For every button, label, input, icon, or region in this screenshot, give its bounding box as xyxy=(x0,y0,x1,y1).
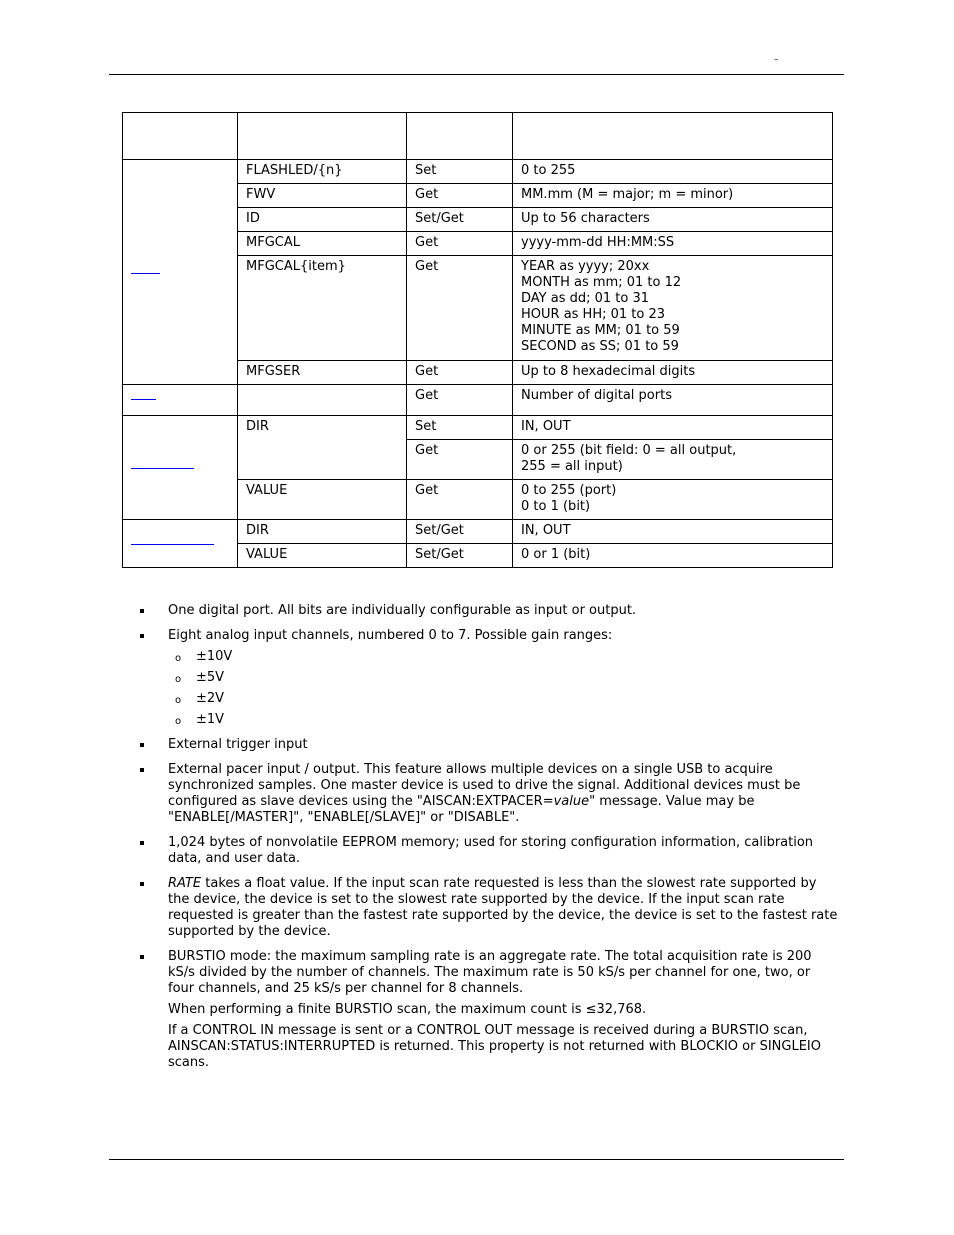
circle-bullet-icon: o xyxy=(175,653,182,664)
values-cell: Number of digital ports xyxy=(513,385,833,416)
list-item: o ±1V xyxy=(168,712,840,728)
group-link-dio-port[interactable] xyxy=(123,416,238,520)
bullet-icon xyxy=(140,768,144,772)
link-underline[interactable] xyxy=(131,544,214,545)
values-cell: 0 to 255 (port) 0 to 1 (bit) xyxy=(513,480,833,520)
header-cell xyxy=(513,113,833,160)
list-item: 1,024 bytes of nonvolatile EEPROM memory; used for storing configuration information, calibration data, and user data. xyxy=(140,835,840,867)
table-header-row xyxy=(123,113,833,160)
group-link-dev[interactable] xyxy=(123,160,238,385)
header-rule xyxy=(109,74,844,75)
access-cell: Get xyxy=(407,256,513,361)
list-item: Eight analog input channels, numbered 0 to 7. Possible gain ranges: o ±10V o ±5V o ±2V o ±1V xyxy=(140,628,840,728)
bullet-icon xyxy=(140,743,144,747)
values-cell: MM.mm (M = major; m = minor) xyxy=(513,184,833,208)
header-cell xyxy=(123,113,238,160)
values-cell: 0 or 1 (bit) xyxy=(513,544,833,568)
values-cell: YEAR as yyyy; 20xx MONTH as mm; 01 to 12 DAY as dd; 01 to 31 HOUR as HH; 01 to 23 MINUTE as MM; 01 to 59 SECOND as SS; 01 to 59 xyxy=(513,256,833,361)
group-link-dio-bit[interactable] xyxy=(123,520,238,568)
circle-bullet-icon: o xyxy=(175,716,182,727)
access-cell: Get xyxy=(407,385,513,416)
access-cell: Set xyxy=(407,416,513,440)
property-cell: FLASHLED/{n} xyxy=(238,160,407,184)
link-underline[interactable] xyxy=(131,273,160,274)
list-item: o ±10V xyxy=(168,649,840,665)
link-underline[interactable] xyxy=(131,468,194,469)
access-cell: Set xyxy=(407,160,513,184)
bullet-icon xyxy=(140,955,144,959)
property-cell: MFGSER xyxy=(238,361,407,385)
table-row xyxy=(123,416,833,440)
header-cell xyxy=(238,113,407,160)
access-cell: Get xyxy=(407,440,513,480)
access-cell: Set/Get xyxy=(407,520,513,544)
table-row xyxy=(123,385,833,416)
access-cell: Get xyxy=(407,480,513,520)
property-cell: MFGCAL xyxy=(238,232,407,256)
list-item: External pacer input / output. This feature allows multiple devices on a single USB to acquire synchronized samples. One master device is used to drive the signal. Additional devices must be configured as slave devices using the "AISCAN:EXTPACER=value" message. Value may be "ENABLE[/MASTER]", "ENABLE[/SLAVE]" or "DISABLE". xyxy=(140,762,840,826)
bullet-icon xyxy=(140,609,144,613)
notes-list xyxy=(140,603,840,1080)
access-cell: Get xyxy=(407,361,513,385)
list-item: One digital port. All bits are individually configurable as input or output. xyxy=(140,603,840,619)
header-mark: – xyxy=(774,55,779,65)
access-cell: Set/Get xyxy=(407,208,513,232)
values-cell: Up to 8 hexadecimal digits xyxy=(513,361,833,385)
property-cell xyxy=(238,385,407,416)
values-cell: 0 to 255 xyxy=(513,160,833,184)
list-item: External trigger input xyxy=(140,737,840,753)
footer-rule xyxy=(109,1159,844,1160)
values-cell: Up to 56 characters xyxy=(513,208,833,232)
circle-bullet-icon: o xyxy=(175,695,182,706)
property-cell: VALUE xyxy=(238,544,407,568)
property-cell: VALUE xyxy=(238,480,407,520)
property-cell: ID xyxy=(238,208,407,232)
link-underline[interactable] xyxy=(131,399,156,400)
gain-range-list xyxy=(168,649,840,728)
property-cell: MFGCAL{item} xyxy=(238,256,407,361)
access-cell: Get xyxy=(407,184,513,208)
access-cell: Set/Get xyxy=(407,544,513,568)
bullet-icon xyxy=(140,634,144,638)
header-cell xyxy=(407,113,513,160)
group-link-dio[interactable] xyxy=(123,385,238,416)
list-item: o ±2V xyxy=(168,691,840,707)
values-cell: IN, OUT xyxy=(513,416,833,440)
access-cell: Get xyxy=(407,232,513,256)
bullet-icon xyxy=(140,841,144,845)
values-cell: 0 or 255 (bit field: 0 = all output, 255 = all input) xyxy=(513,440,833,480)
values-cell: IN, OUT xyxy=(513,520,833,544)
property-cell: FWV xyxy=(238,184,407,208)
list-item: RATE takes a float value. If the input scan rate requested is less than the slowest rate supported by the device, the device is set to the slowest rate supported by the device. If the input scan rate requested is greater than the fastest rate supported by the device, the device is set to the fastest rate supported by the device. xyxy=(140,876,840,940)
table-row xyxy=(123,520,833,544)
table-row xyxy=(123,160,833,184)
circle-bullet-icon: o xyxy=(175,674,182,685)
list-item: o ±5V xyxy=(168,670,840,686)
values-cell: yyyy-mm-dd HH:MM:SS xyxy=(513,232,833,256)
list-item: BURSTIO mode: the maximum sampling rate is an aggregate rate. The total acquisition rate is 200 kS/s divided by the number of channels. The maximum rate is 50 kS/s per channel for one, two, or four channels, and 25 kS/s per channel for 8 channels. When performing a finite BURSTIO scan, the maximum count is ≤32,768. If a CONTROL IN message is sent or a CONTROL OUT message is received during a BURSTIO scan, AINSCAN:STATUS:INTERRUPTED is returned. This property is not returned with BLOCKIO or SINGLEIO scans. xyxy=(140,949,840,1071)
property-cell: DIR xyxy=(238,520,407,544)
command-table xyxy=(122,112,833,568)
bullet-icon xyxy=(140,882,144,886)
property-cell: DIR xyxy=(238,416,407,480)
